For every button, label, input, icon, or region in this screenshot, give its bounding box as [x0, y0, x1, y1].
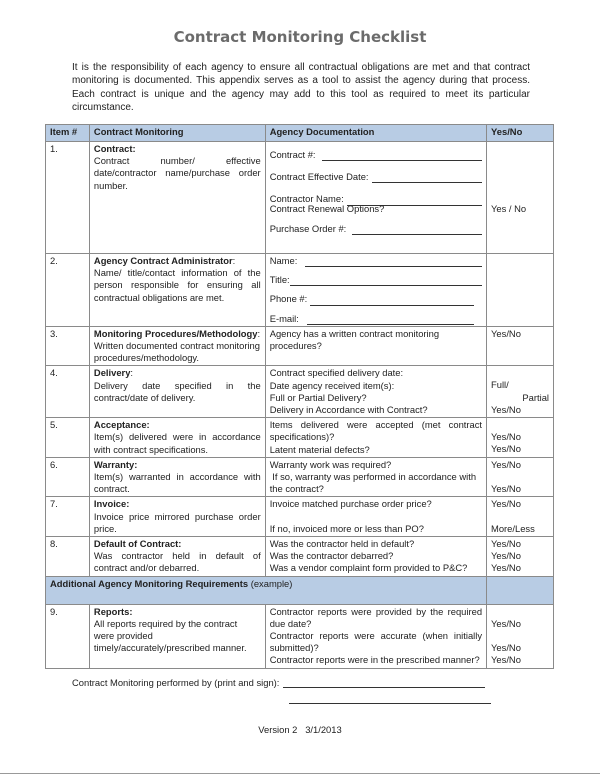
- contract-monitoring-cell: [89, 142, 265, 254]
- item-heading: Contract:: [93, 143, 136, 154]
- field-label: Contract #:: [269, 149, 316, 160]
- contract-monitoring-cell: [89, 326, 265, 366]
- purchase-order-field[interactable]: [270, 223, 482, 235]
- agency-documentation-cell: [265, 366, 486, 418]
- heading-suffix: :: [232, 255, 236, 266]
- doc-line: Contractor reports were provided by the required due date?: [269, 605, 483, 629]
- yes-no-cell[interactable]: [487, 604, 554, 668]
- table-row: [46, 142, 554, 254]
- header-agency-documentation: Agency Documentation: [265, 125, 486, 142]
- yes-no-cell[interactable]: [487, 418, 554, 458]
- item-description: Name/ title/contact information of the person responsible for ensuring all contractual obligations are met.: [93, 267, 261, 303]
- yes-no-cell[interactable]: [487, 497, 554, 537]
- contract-monitoring-cell: [89, 457, 265, 497]
- item-description: Written documented contract monitoring procedures/methodology.: [93, 340, 260, 364]
- item-number: 7.: [46, 497, 90, 537]
- section-header-row: [46, 576, 554, 604]
- field-label: Contractor Name:: [269, 193, 344, 205]
- signature-line[interactable]: [283, 678, 485, 688]
- item-number: 3.: [46, 326, 90, 366]
- item-number: 6.: [46, 457, 90, 497]
- yes-no-cell[interactable]: [487, 254, 554, 327]
- contract-monitoring-cell: [89, 254, 265, 327]
- answer-option[interactable]: Full/: [491, 379, 509, 391]
- doc-line: Latent material defects?: [269, 443, 370, 455]
- signature-label: Contract Monitoring performed by (print and sign):: [72, 677, 280, 688]
- signature-field[interactable]: [72, 677, 485, 688]
- agency-documentation-cell: [265, 537, 486, 577]
- item-description: Item(s) delivered were in accordance with contract specifications.: [93, 431, 261, 455]
- answer-option[interactable]: Yes/No: [491, 550, 521, 562]
- item-description: Delivery date specified in the contract/date of delivery.: [93, 379, 261, 403]
- name-field[interactable]: [270, 255, 482, 267]
- agency-documentation-cell: [265, 254, 486, 327]
- version-footer: Version 2 3/1/2013: [258, 724, 342, 735]
- item-heading: Agency Contract Administrator: [93, 255, 233, 266]
- contract-monitoring-cell: [89, 537, 265, 577]
- answer-option[interactable]: Yes/No: [491, 327, 521, 339]
- table-row: [46, 497, 554, 537]
- table-row: [46, 418, 554, 458]
- answer-option[interactable]: Yes/No: [491, 483, 521, 495]
- field-label: Name:: [269, 255, 298, 266]
- yes-no-cell[interactable]: [487, 326, 554, 366]
- item-heading: Warranty:: [93, 458, 138, 470]
- doc-line: If no, invoiced more or less than PO?: [269, 522, 424, 534]
- table-row: [46, 457, 554, 497]
- section-header: [46, 576, 487, 604]
- heading-suffix: :: [257, 327, 261, 339]
- doc-line: Was a vendor complaint form provided to P&C?: [269, 562, 468, 574]
- contract-number-field[interactable]: [270, 149, 482, 161]
- item-heading: Reports:: [93, 605, 133, 617]
- item-number: 4.: [46, 366, 90, 418]
- agency-documentation-cell: [265, 497, 486, 537]
- item-heading: Monitoring Procedures/Methodology: [93, 327, 258, 339]
- answer-option[interactable]: Yes/No: [491, 443, 521, 455]
- contract-renewal-options-label: Contract Renewal Options?: [269, 202, 385, 214]
- doc-line: Items delivered were accepted (met contract specifications)?: [269, 419, 483, 443]
- table-row: [46, 604, 554, 668]
- yes-no-cell[interactable]: [487, 142, 554, 254]
- item-description-line: All reports required by the contract: [93, 617, 238, 629]
- contract-monitoring-cell: [89, 366, 265, 418]
- header-item-number: Item #: [46, 125, 90, 142]
- page-bottom-rule: [0, 773, 600, 774]
- agency-documentation-cell: Agency has a written contract monitoring procedures?: [265, 326, 486, 366]
- field-label: Purchase Order #:: [269, 222, 347, 234]
- contract-monitoring-cell: [89, 418, 265, 458]
- field-label: Title:: [269, 274, 290, 286]
- doc-line: Delivery in Accordance with Contract?: [269, 404, 428, 416]
- header-contract-monitoring: Contract Monitoring: [89, 125, 265, 142]
- heading-suffix: :: [130, 367, 134, 379]
- yes-no-cell[interactable]: [487, 366, 554, 418]
- item-heading: Acceptance:: [93, 419, 150, 431]
- table-header-row: [46, 125, 554, 142]
- table-row: [46, 326, 554, 366]
- doc-line: Was the contractor held in default?: [269, 538, 415, 550]
- item-number: 9.: [46, 604, 90, 668]
- agency-documentation-cell: [265, 142, 486, 254]
- item-heading: Delivery: [93, 367, 131, 379]
- item-number: 2.: [46, 254, 90, 327]
- answer-option[interactable]: Yes/No: [491, 654, 521, 666]
- doc-line: Date agency received item(s):: [269, 379, 395, 391]
- doc-line: Was the contractor debarred?: [269, 550, 394, 562]
- doc-line: If so, warranty was performed in accordance with the contract?: [269, 471, 479, 495]
- section-header-empty: [487, 576, 554, 604]
- answer-option[interactable]: More/Less: [491, 522, 535, 534]
- doc-line: Warranty work was required?: [269, 458, 392, 470]
- answer-option[interactable]: Yes/No: [491, 431, 521, 443]
- item-heading: Invoice:: [93, 498, 130, 510]
- doc-line: Contract specified delivery date:: [269, 367, 404, 379]
- answer-option[interactable]: Yes / No: [491, 203, 527, 215]
- answer-option[interactable]: Yes/No: [491, 562, 521, 574]
- yes-no-cell[interactable]: [487, 537, 554, 577]
- answer-option[interactable]: Yes/No: [491, 498, 521, 510]
- answer-option[interactable]: Yes/No: [491, 641, 521, 653]
- answer-option[interactable]: Yes/No: [491, 403, 521, 415]
- item-description: Invoice price mirrored purchase order price.: [93, 510, 261, 534]
- intro-paragraph: It is the responsibility of each agency to ensure all contractual obligations are met and that contract monitoring is documented. This appendix serves as a tool to assist the agency during that process. Each contract is unique and the agency may add to this tool as required to meet its particular circumstance.: [72, 62, 530, 114]
- doc-line: Full or Partial Delivery?: [269, 391, 367, 403]
- section-note: (example): [250, 577, 293, 589]
- page-title: Contract Monitoring Checklist: [173, 28, 427, 46]
- field-label: E-mail:: [269, 312, 299, 324]
- item-description-line: were provided: [93, 630, 153, 642]
- doc-line: Contractor reports were accurate (when initially submitted)?: [269, 630, 483, 654]
- item-heading: Default of Contract:: [93, 538, 182, 550]
- item-number: 8.: [46, 537, 90, 577]
- item-number: 1.: [46, 142, 90, 254]
- answer-option[interactable]: Partial: [522, 391, 549, 403]
- contract-monitoring-cell: [89, 604, 265, 668]
- answer-option[interactable]: Yes/No: [491, 617, 521, 629]
- agency-documentation-cell: [265, 457, 486, 497]
- agency-documentation-cell: [265, 604, 486, 668]
- item-description-line: timely/accurately/prescribed manner.: [93, 642, 247, 654]
- table-row: [46, 537, 554, 577]
- answer-option[interactable]: Yes/No: [491, 538, 521, 550]
- agency-documentation-cell: [265, 418, 486, 458]
- item-description: Was contractor held in default of contract and/or debarred.: [93, 550, 261, 574]
- item-number: 5.: [46, 418, 90, 458]
- contract-monitoring-cell: [89, 497, 265, 537]
- contract-effective-date-field[interactable]: [270, 171, 482, 183]
- phone-field[interactable]: [270, 293, 474, 305]
- doc-line: Invoice matched purchase order price?: [269, 498, 432, 510]
- item-description: Item(s) warranted in accordance with contract.: [93, 471, 261, 495]
- field-label: Phone #:: [269, 293, 308, 305]
- section-title: Additional Agency Monitoring Requirements: [50, 577, 249, 589]
- answer-option[interactable]: Yes/No: [491, 458, 521, 470]
- email-field[interactable]: [270, 313, 474, 325]
- field-label: Contract Effective Date:: [269, 171, 369, 183]
- yes-no-cell[interactable]: [487, 457, 554, 497]
- item-description: Contract number/ effective date/contractor name/purchase order number.: [93, 155, 261, 191]
- signature-line-2[interactable]: [289, 703, 491, 704]
- checklist-table: [45, 124, 554, 669]
- title-field[interactable]: [270, 274, 482, 286]
- doc-line: Contractor reports were in the prescribed manner?: [269, 654, 480, 666]
- header-yes-no: Yes/No: [487, 125, 554, 142]
- table-row: [46, 366, 554, 418]
- table-row: [46, 254, 554, 327]
